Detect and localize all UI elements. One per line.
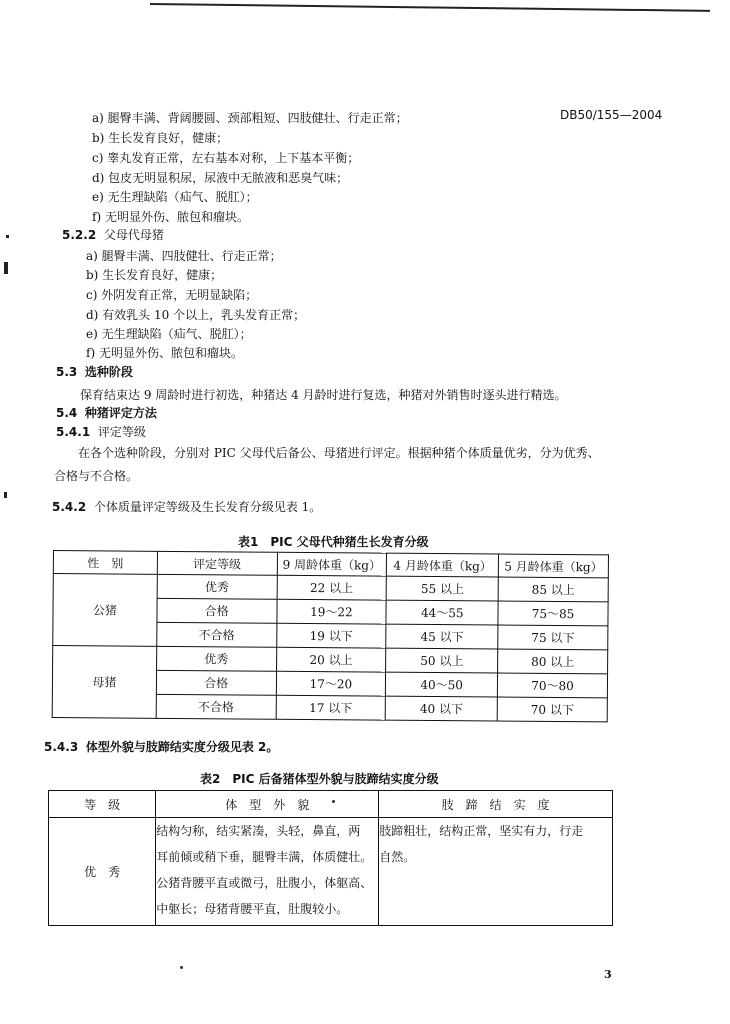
sex-cell: 公猪 <box>53 574 157 647</box>
cell-line: 结构匀称，结实紧凑，头轻，鼻直，两 <box>156 824 361 838</box>
document-id: DB50/155—2004 <box>560 108 663 122</box>
table-cell: 19 以下 <box>276 623 386 648</box>
list-item: b) 生长发育良好，健康； <box>92 131 229 145</box>
section-number: 5.3 <box>56 365 78 379</box>
scan-speck <box>4 262 8 274</box>
section-text: 体型外貌与肢蹄结实度分级见表 2。 <box>85 740 279 754</box>
section-heading <box>56 425 146 439</box>
scan-edge-line <box>150 3 710 12</box>
scan-speck <box>4 492 7 498</box>
table-cell: 不合格 <box>157 622 277 647</box>
scan-speck <box>6 235 9 238</box>
list-item: f) 无明显外伤、脓包和瘤块。 <box>86 346 243 360</box>
table-cell: 44～55 <box>386 600 498 625</box>
list-item: a) 腿臀丰满、背阔腰圆、颈部粗短、四肢健壮、行走正常； <box>92 111 408 125</box>
list-item: d) 包皮无明显积尿，尿液中无脓液和恶臭气味； <box>92 171 349 185</box>
limb-cell <box>379 818 613 926</box>
table-row <box>49 818 613 926</box>
column-header: 体 型 外 貌 <box>156 791 379 818</box>
table-cell: 75～85 <box>498 601 608 626</box>
table-cell: 75 以下 <box>498 625 608 650</box>
cell-line: 中躯长；母猪背腰平直，肚腹较小。 <box>156 902 349 916</box>
section-title: 选种阶段 <box>84 365 133 379</box>
table-cell: 不合格 <box>156 694 276 719</box>
paragraph: 在各个选种阶段，分别对 PIC 父母代后备公、母猪进行评定。根据种猪个体质量优劣，分为优秀、 <box>78 446 600 460</box>
column-header: 9 周龄体重（kg） <box>277 552 387 576</box>
section-number: 5.4.1 <box>56 425 91 439</box>
grade-cell: 优 秀 <box>49 818 156 926</box>
table-cell: 85 以上 <box>498 577 608 602</box>
section-number: 5.4.2 <box>52 500 87 514</box>
column-header: 性 别 <box>53 551 157 575</box>
section-heading <box>62 228 164 242</box>
sex-cell: 母猪 <box>52 646 156 719</box>
list-item: e) 无生理缺陷（疝气、脱肛）； <box>86 327 252 341</box>
paragraph: 保育结束达 9 周龄时进行初选，种猪达 4 月龄时进行复选，种猪对外销售时逐头进行精选。 <box>80 388 567 402</box>
table-row <box>53 646 608 674</box>
table-cell: 40 以下 <box>386 696 498 721</box>
column-header: 4 月龄体重（kg） <box>387 553 499 577</box>
column-header: 5 月龄体重（kg） <box>498 554 608 578</box>
section-title: 种猪评定方法 <box>84 406 157 420</box>
list-item: e) 无生理缺陷（疝气、脱肛）； <box>92 190 258 204</box>
section-heading <box>52 500 321 514</box>
column-header: 肢 蹄 结 实 度 <box>379 791 613 818</box>
section-heading <box>56 365 133 379</box>
list-item: b) 生长发育良好，健康； <box>86 268 223 282</box>
table-cell: 70 以下 <box>497 697 607 722</box>
growth-grade-table <box>52 550 609 722</box>
section-heading <box>44 740 278 754</box>
table-cell: 80 以上 <box>498 649 608 674</box>
table-cell: 优秀 <box>156 646 276 671</box>
table-cell: 55 以上 <box>386 576 498 601</box>
section-number: 5.2.2 <box>62 228 97 242</box>
table-header-row <box>49 791 613 818</box>
table-cell: 合格 <box>156 670 276 695</box>
body-type-grade-table <box>48 790 613 926</box>
table-cell: 22 以上 <box>277 575 387 600</box>
table-cell: 17～20 <box>276 671 386 696</box>
list-item: a) 腿臀丰满、四肢健壮、行走正常； <box>86 249 282 263</box>
paragraph: 合格与不合格。 <box>54 469 139 483</box>
cell-line: 自然。 <box>379 850 416 864</box>
column-header: 评定等级 <box>157 551 277 575</box>
list-item: f) 无明显外伤、脓包和瘤块。 <box>92 210 249 224</box>
section-number: 5.4.3 <box>44 740 79 754</box>
table-caption: 表2 PIC 后备猪体型外貌与肢蹄结实度分级 <box>200 772 439 786</box>
column-header: 等 级 <box>49 791 156 818</box>
cell-line: 耳前倾或稍下垂，腿臀丰满，体质健壮。 <box>156 850 373 864</box>
table-cell: 17 以下 <box>276 695 386 720</box>
table-caption: 表1 PIC 父母代种猪生长发育分级 <box>238 535 429 549</box>
section-text: 个体质量评定等级及生长发育分级见表 1。 <box>93 500 322 514</box>
section-title: 评定等级 <box>97 425 146 439</box>
body-type-cell <box>156 818 379 926</box>
table-row <box>53 574 608 602</box>
page-number: 3 <box>604 968 612 981</box>
table-cell: 20 以上 <box>276 647 386 672</box>
table-cell: 19～22 <box>276 599 386 624</box>
section-heading <box>56 406 157 420</box>
cell-line: 肢蹄粗壮，结构正常，坚实有力，行走 <box>379 824 584 838</box>
scan-speck <box>180 966 183 969</box>
list-item: c) 睾丸发育正常，左右基本对称，上下基本平衡； <box>92 151 360 165</box>
table-cell: 合格 <box>157 598 277 623</box>
table-cell: 70～80 <box>497 673 607 698</box>
table-cell: 40～50 <box>386 672 498 697</box>
cell-line: 公猪背腰平直或微弓，肚腹小，体躯高、 <box>156 876 373 890</box>
section-number: 5.4 <box>56 406 78 420</box>
list-item: d) 有效乳头 10 个以上，乳头发育正常； <box>86 308 306 322</box>
section-title: 父母代母猪 <box>103 228 164 242</box>
table-cell: 50 以上 <box>386 648 498 673</box>
table-cell: 45 以下 <box>386 624 498 649</box>
table-cell: 优秀 <box>157 574 277 599</box>
list-item: c) 外阴发育正常，无明显缺陷； <box>86 288 258 302</box>
